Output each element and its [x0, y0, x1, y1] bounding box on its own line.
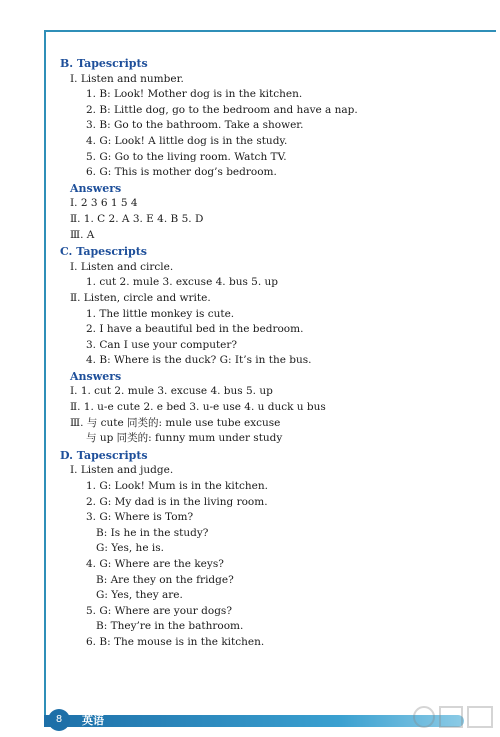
subject-label: 英语	[82, 714, 104, 727]
section-d-line: G: Yes, he is.	[96, 542, 164, 555]
section-d-line: B: Is he in the study?	[96, 526, 209, 539]
section-b-answers-title: Answers	[70, 181, 122, 195]
section-b-part1-heading: Ⅰ. Listen and number.	[70, 72, 184, 85]
section-d-line: 5. G: Where are your dogs?	[86, 604, 232, 617]
document-content	[60, 55, 480, 651]
section-c-part1-line: 1. cut 2. mule 3. excuse 4. bus 5. up	[86, 276, 279, 289]
section-d-line: G: Yes, they are.	[96, 589, 183, 602]
section-c-part2-line: 2. I have a beautiful bed in the bedroom.	[86, 323, 304, 336]
section-d-title: D. Tapescripts	[60, 448, 148, 462]
section-b-answer: Ⅱ. 1. C 2. A 3. E 4. B 5. D	[70, 212, 204, 225]
section-b-title: B. Tapescripts	[60, 57, 148, 70]
section-d-part1-heading: Ⅰ. Listen and judge.	[70, 464, 174, 477]
section-b-line: 5. G: Go to the living room. Watch TV.	[86, 150, 287, 163]
watermark-logo-icon	[410, 697, 498, 737]
footer-bar	[44, 715, 464, 727]
page-number: 8	[48, 709, 70, 731]
section-d-line: B: Are they on the fridge?	[96, 573, 234, 586]
section-c-answers-title: Answers	[70, 369, 122, 383]
section-b-line: 6. G: This is mother dog’s bedroom.	[86, 166, 277, 179]
section-d-line: 2. G: My dad is in the living room.	[86, 495, 268, 508]
section-b-answer: Ⅰ. 2 3 6 1 5 4	[70, 197, 138, 210]
section-b-answer: Ⅲ. A	[70, 228, 95, 241]
section-d-line: 3. G: Where is Tom?	[86, 511, 194, 524]
section-c-part1-heading: Ⅰ. Listen and circle.	[70, 260, 174, 273]
section-c-title: C. Tapescripts	[60, 245, 148, 259]
section-c-answer: Ⅲ. 与 cute 同类的: mule use tube excuse	[70, 416, 281, 429]
section-d-line: 4. G: Where are the keys?	[86, 558, 224, 570]
section-d-lines	[60, 479, 480, 651]
section-c-answer: Ⅱ. 1. u-e cute 2. e bed 3. u-e use 4. u duck u bus	[70, 401, 326, 414]
section-c-part2-line: 4. B: Where is the duck? G: It’s in the bus.	[86, 354, 312, 367]
section-b-line: 1. B: Look! Mother dog is in the kitchen.	[86, 88, 303, 101]
section-b-line: 4. G: Look! A little dog is in the study.	[86, 134, 288, 147]
section-c-part2-heading: Ⅱ. Listen, circle and write.	[70, 291, 211, 304]
section-b-line: 3. B: Go to the bathroom. Take a shower.	[86, 119, 304, 132]
section-b-line: 2. B: Little dog, go to the bedroom and have a nap.	[86, 103, 358, 116]
section-c-part2-line: 3. Can I use your computer?	[86, 338, 238, 351]
section-d-line: 6. B: The mouse is in the kitchen.	[86, 635, 265, 648]
section-c-answer: Ⅰ. 1. cut 2. mule 3. excuse 4. bus 5. up	[70, 385, 273, 398]
section-d-line: 1. G: Look! Mum is in the kitchen.	[86, 480, 268, 493]
section-c-part2-line: 1. The little monkey is cute.	[86, 307, 235, 320]
section-d-line: B: They’re in the bathroom.	[96, 620, 244, 633]
section-c-answer: 与 up 同类的: funny mum under study	[86, 432, 283, 445]
